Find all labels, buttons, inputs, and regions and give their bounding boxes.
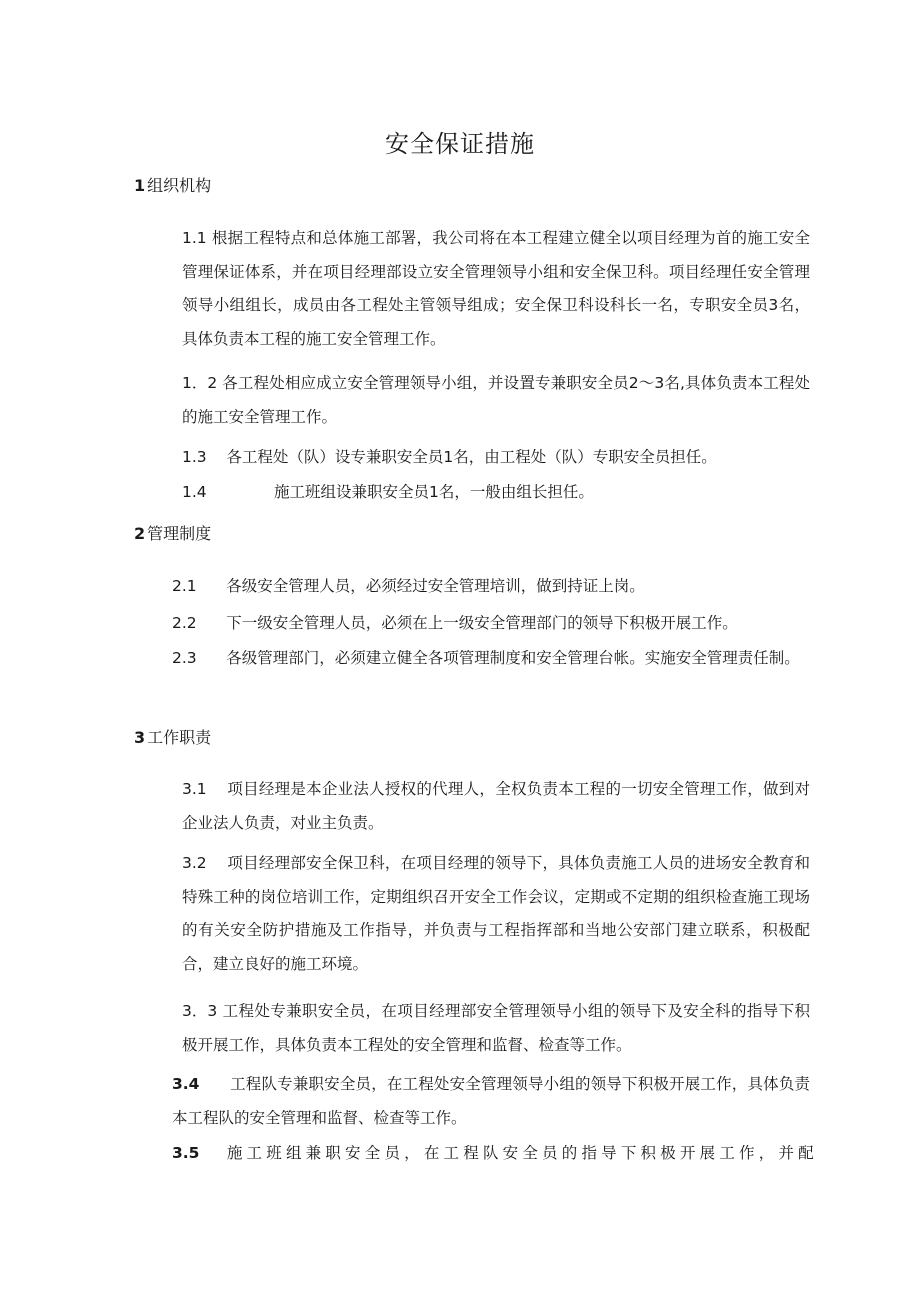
section-title: 工作职责 xyxy=(147,728,212,747)
item-text: 项目经理部安全保卫科，在项目经理的领导下，具体负责施工人员的进场安全教育和特殊工种的岗位培训工作，定期组织召开安全工作会议，定期或不定期的组织检查施工现场的有关安全防护措施及工作指导，并负责与工程指挥部和当地公安部门建立联系，积极配合，建立良好的施工环境。 xyxy=(182,854,810,973)
item-text: 施工班组设兼职安全员1名，一般由组长担任。 xyxy=(274,483,594,501)
paragraph-3-2 xyxy=(134,847,810,981)
item-text: 项目经理是本企业法人授权的代理人，全权负责本工程的一切安全管理工作，做到对企业法人负责，对业主负责。 xyxy=(182,780,810,832)
section-heading-1 xyxy=(134,175,211,197)
item-number: 3.4 xyxy=(172,1075,200,1093)
item-number: 1．2 xyxy=(182,374,218,392)
paragraph-1-4 xyxy=(274,481,594,503)
section-number: 1 xyxy=(134,176,146,195)
item-number: 3.5 xyxy=(172,1144,200,1162)
item-text: 施工班组兼职安全员，在工程队安全员的指导下积极开展工作，并配 xyxy=(226,1144,818,1162)
section-title: 管理制度 xyxy=(147,524,212,543)
paragraph-3-4 xyxy=(134,1068,810,1135)
paragraph-3-3 xyxy=(134,995,810,1062)
item-text: 各级管理部门，必须建立健全各项管理制度和安全管理台帐。实施安全管理责任制。 xyxy=(226,649,800,667)
paragraph-2-2 xyxy=(172,612,738,634)
item-number: 2.1 xyxy=(172,577,197,595)
item-number: 1.3 xyxy=(182,448,207,466)
paragraph-2-1 xyxy=(172,575,645,597)
section-title: 组织机构 xyxy=(147,176,212,195)
paragraph-3-1 xyxy=(134,773,810,840)
item-number: 1.4 xyxy=(182,483,207,501)
paragraph-1-2 xyxy=(134,367,810,434)
item-text: 根据工程特点和总体施工部署，我公司将在本工程建立健全以项目经理为首的施工安全管理保证体系，并在项目经理部设立安全管理领导小组和安全保卫科。项目经理任安全管理领导小组组长，成员由各工程处主管领导组成；安全保卫科设科长一名，专职安全员3名，具体负责本工程的施工安全管理工作。 xyxy=(182,229,810,348)
item-number: 3.2 xyxy=(182,854,207,872)
item-number: 1.1 xyxy=(182,229,207,247)
paragraph-1-4-number xyxy=(182,481,207,503)
item-number: 2.2 xyxy=(172,614,197,632)
item-text: 各工程处（队）设专兼职安全员1名，由工程处（队）专职安全员担任。 xyxy=(226,448,717,466)
paragraph-2-3 xyxy=(134,642,810,676)
item-number: 2.3 xyxy=(172,649,197,667)
item-text: 各级安全管理人员，必须经过安全管理培训，做到持证上岗。 xyxy=(226,577,645,595)
item-text: 各工程处相应成立安全管理领导小组，并设置专兼职安全员2～3名,具体负责本工程处的施工安全管理工作。 xyxy=(182,374,810,426)
item-text: 工程处专兼职安全员，在项目经理部安全管理领导小组的领导下及安全科的指导下积极开展工作，具体负责本工程处的安全管理和监督、检查等工作。 xyxy=(182,1002,810,1054)
section-number: 3 xyxy=(134,728,146,747)
section-heading-3 xyxy=(134,727,211,749)
paragraph-1-1 xyxy=(134,222,810,356)
item-text: 工程队专兼职安全员，在工程处安全管理领导小组的领导下积极开展工作，具体负责本工程队的安全管理和监督、检查等工作。 xyxy=(172,1075,811,1127)
paragraph-1-3 xyxy=(182,446,717,468)
document-title: 安全保证措施 xyxy=(385,130,535,158)
section-heading-2 xyxy=(134,523,211,545)
item-number: 3.1 xyxy=(182,780,207,798)
paragraph-3-5 xyxy=(172,1142,818,1164)
section-number: 2 xyxy=(134,524,146,543)
item-number: 3．3 xyxy=(182,1002,218,1020)
item-text: 下一级安全管理人员，必须在上一级安全管理部门的领导下积极开展工作。 xyxy=(226,614,738,632)
